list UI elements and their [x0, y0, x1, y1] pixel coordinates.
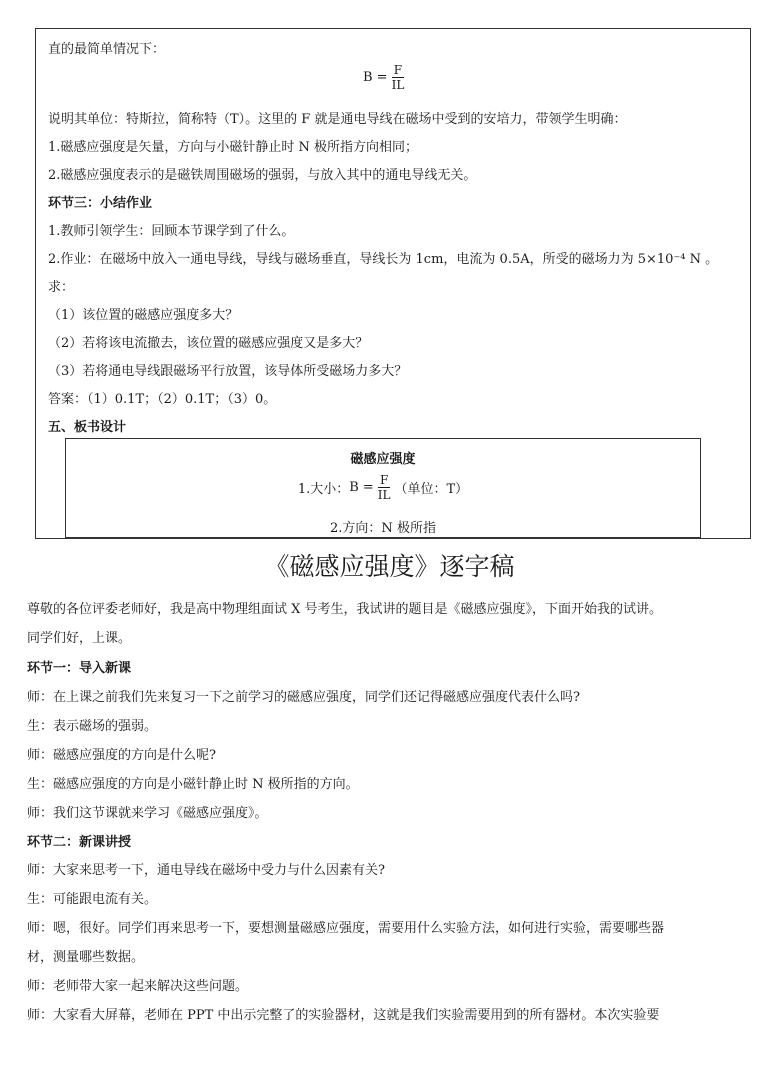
- board-size-line: [66, 473, 700, 502]
- dialogue-line: 师：大家看大屏幕，老师在 PPT 中出示完整了的实验器材，这就是我们实验需要用到的所有器材。本次实验要: [27, 1008, 660, 1023]
- text-line: 2.作业：在磁场中放入一通电导线，导线与磁场垂直，导线长为 1cm，电流为 0.5A，所受的磁场力为 5×10⁻⁴ N 。: [48, 252, 719, 267]
- section-heading: 环节二：新课讲授: [27, 835, 132, 850]
- dialogue-line: 师：磁感应强度的方向是什么呢?: [27, 748, 216, 763]
- section-heading: 五、板书设计: [48, 420, 127, 435]
- dialogue-line: 师：在上课之前我们先来复习一下之前学习的磁感应强度，同学们还记得磁感应强度代表什么吗?: [27, 690, 580, 705]
- dialogue-line: 师：我们这节课就来学习《磁感应强度》。: [27, 806, 268, 821]
- board-fraction: [376, 473, 393, 502]
- text-line: 2.磁感应强度表示的是磁铁周围磁场的强弱，与放入其中的通电导线无关。: [48, 168, 477, 183]
- dialogue-line: 生：磁感应强度的方向是小磁针静止时 N 极所指的方向。: [27, 777, 359, 792]
- section-heading: 环节三：小结作业: [48, 196, 153, 211]
- text-line: 说明其单位：特斯拉，简称特（T）。这里的 F 就是通电导线在磁场中受到的安培力，带领学生明确：: [48, 112, 627, 127]
- text-line: （2）若将该电流撤去，该位置的磁感应强度又是多大？: [48, 336, 369, 351]
- dialogue-line: 师：老师带大家一起来解决这些问题。: [27, 979, 249, 994]
- dialogue-line: 材，测量哪些数据。: [27, 950, 145, 965]
- board-title: 磁感应强度: [350, 452, 416, 467]
- board-unit: （单位：T）: [394, 482, 469, 497]
- board-size-prefix: 1.大小：: [297, 482, 350, 497]
- text-line: 求：: [48, 280, 75, 295]
- board-formula-lhs: B =: [349, 480, 374, 495]
- board-direction: 2.方向：N 极所指: [330, 521, 436, 536]
- dialogue-line: 生：可能跟电流有关。: [27, 892, 158, 907]
- text-line: 直的最简单情况下：: [48, 42, 166, 57]
- text-line: （1）该位置的磁感应强度多大？: [48, 308, 239, 323]
- board-fraction-numerator: F: [379, 473, 389, 487]
- paragraph: 尊敬的各位评委老师好，我是高中物理组面试 X 号考生，我试讲的题目是《磁感应强度》，下面开始我的试讲。: [27, 602, 663, 617]
- text-line: （3）若将通电导线跟磁场平行放置，该导体所受磁场力多大？: [48, 364, 408, 379]
- dialogue-line: 生：表示磁场的强弱。: [27, 719, 158, 734]
- document-title: 《磁感应强度》逐字稿: [264, 552, 515, 581]
- formula-lhs: B =: [363, 70, 388, 85]
- dialogue-line: 师：嗯，很好。同学们再来思考一下，要想测量磁感应强度，需要用什么实验方法，如何进行实验，需要哪些器: [27, 921, 665, 936]
- fraction-numerator: F: [393, 63, 403, 77]
- text-line: 答案：（1）0.1T；（2）0.1T；（3）0。: [48, 392, 277, 407]
- text-line: 1.教师引领学生：回顾本节课学到了什么。: [48, 224, 295, 239]
- board-fraction-denominator: IL: [377, 488, 391, 502]
- fraction-denominator: IL: [391, 78, 405, 92]
- text-line: 1.磁感应强度是矢量，方向与小磁针静止时 N 极所指方向相同；: [48, 140, 419, 155]
- section-heading: 环节一：导入新课: [27, 661, 132, 676]
- dialogue-line: 师：大家来思考一下，通电导线在磁场中受力与什么因素有关?: [27, 863, 385, 878]
- formula-b-equals-f-over-il: [363, 63, 408, 92]
- paragraph: 同学们好，上课。: [27, 631, 132, 646]
- fraction: [390, 63, 407, 92]
- blackboard-design-box: [65, 438, 701, 538]
